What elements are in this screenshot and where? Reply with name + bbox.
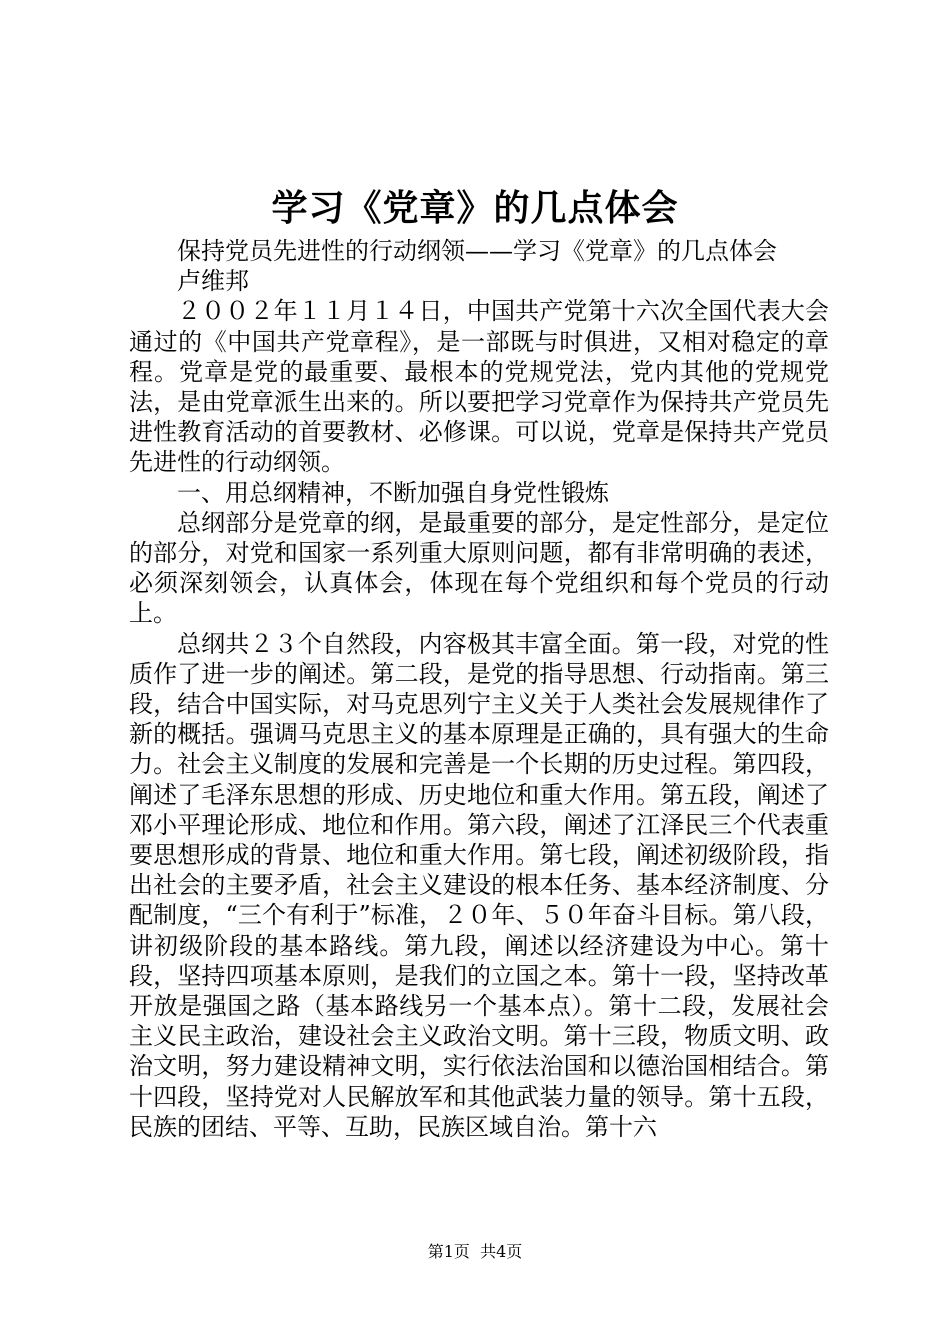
body-paragraph: ２００２年１１月１４日，中国共产党第十六次全国代表大会通过的《中国共产党章程》，是一部既与时俱进，又相对稳定的章程。党章是党的最重要、最根本的党规党法，党内其他的党规党法，是由党章派生出来的。所以要把学习党章作为保持共产党员先进性教育活动的首要教材、必修课。可以说，党章是保持共产党员先进性的行动纲领。 xyxy=(129,297,829,477)
body-paragraph: 总纲部分是党章的纲，是最重要的部分，是定性部分，是定位的部分，对党和国家一系列重大原则问题，都有非常明确的表述，必须深刻领会，认真体会，体现在每个党组织和每个党员的行动上。 xyxy=(129,508,829,628)
author-paragraph: 卢维邦 xyxy=(177,267,249,296)
section-heading: 一、用总纲精神，不断加强自身党性锻炼 xyxy=(177,478,609,507)
subtitle-paragraph: 保持党员先进性的行动纲领——学习《党章》的几点体会 xyxy=(177,237,777,265)
document-title: 学习《党章》的几点体会 xyxy=(271,188,679,229)
document-body xyxy=(129,236,829,1142)
page-footer: 第1页 共4页 xyxy=(427,1242,523,1261)
body-paragraph: 总纲共２３个自然段，内容极其丰富全面。第一段，对党的性质作了进一步的阐述。第二段，是党的指导思想、行动指南。第三段，结合中国实际，对马克思列宁主义关于人类社会发展规律作了新的概括。强调马克思主义的基本原理是正确的，具有强大的生命力。社会主义制度的发展和完善是一个长期的历史过程。第四段，阐述了毛泽东思想的形成、历史地位和重大作用。第五段，阐述了邓小平理论形成、地位和作用。第六段，阐述了江泽民三个代表重要思想形成的背景、地位和重大作用。第七段，阐述初级阶段，指出社会的主要矛盾，社会主义建设的根本任务、基本经济制度、分配制度，“三个有利于”标准，２０年、５０年奋斗目标。第八段，讲初级阶段的基本路线。第九段，阐述以经济建设为中心。第十段，坚持四项基本原则，是我们的立国之本。第十一段，坚持改革开放是强国之路（基本路线另一个基本点）。第十二段，发展社会主义民主政治，建设社会主义政治文明。第十三段，物质文明、政治文明，努力建设精神文明，实行依法治国和以德治国相结合。第十四段，坚持党对人民解放军和其他武装力量的领导。第十五段，民族的团结、平等、互助，民族区域自治。第十六 xyxy=(129,629,829,1141)
